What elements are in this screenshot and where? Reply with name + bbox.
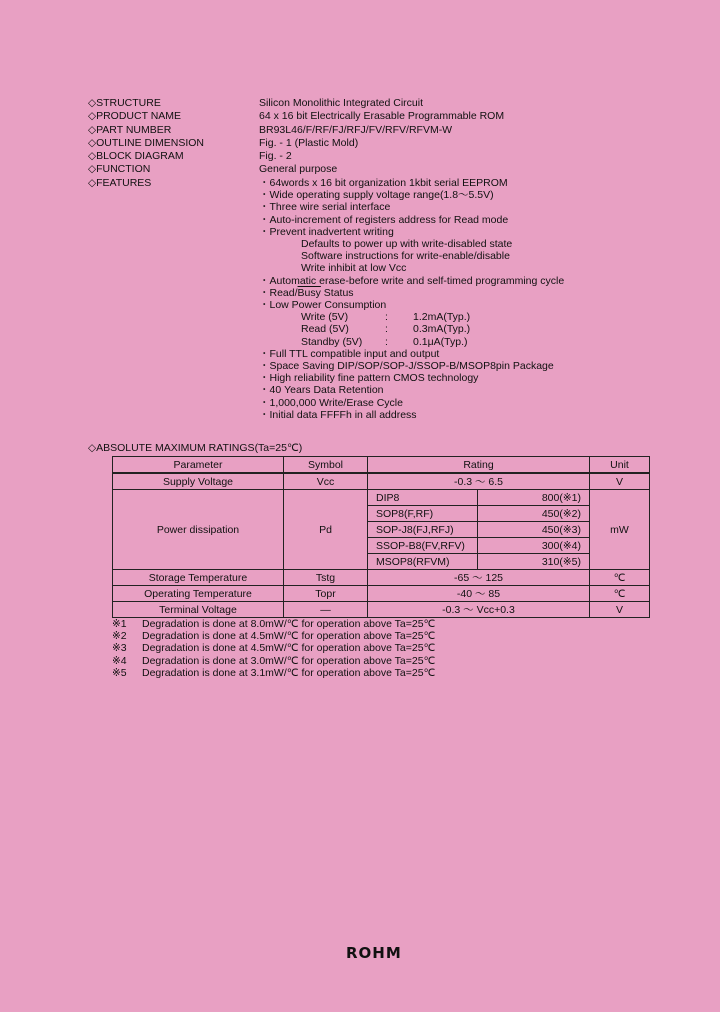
spec-label: ◇OUTLINE DIMENSION — [88, 136, 205, 149]
cell-symbol: — — [284, 602, 368, 618]
spec-label: ◇FUNCTION — [88, 163, 151, 176]
footnote — [112, 618, 435, 630]
amr-title: ◇ABSOLUTE MAXIMUM RATINGS(Ta=25℃) — [88, 442, 303, 454]
cell-package: SSOP-B8(FV,RFV) — [368, 538, 478, 554]
cell-symbol: Topr — [284, 586, 368, 602]
feature-subitem: Software instructions for write-enable/disable — [301, 250, 510, 263]
cell-parameter: Supply Voltage — [113, 473, 284, 490]
cell-rating: -40 ～ 85 — [368, 586, 590, 602]
feature-item: ・1,000,000 Write/Erase Cycle — [259, 396, 403, 409]
cell-parameter: Storage Temperature — [113, 570, 284, 586]
spec-row — [88, 110, 504, 123]
header-unit: Unit — [590, 457, 650, 474]
feature-item: ・Initial data FFFFh in all address — [259, 408, 417, 421]
feature-item: ・Auto-increment of registers address for Read mode — [259, 213, 509, 226]
header-rating: Rating — [368, 457, 590, 474]
feature-subitem: Write inhibit at low Vcc — [301, 262, 407, 275]
power-current: 0.3mA(Typ.) — [413, 323, 471, 336]
footnote — [112, 667, 435, 679]
spec-value: Fig. - 2 — [259, 150, 292, 163]
spec-label: ◇FEATURES — [88, 176, 152, 189]
cell-symbol: Tstg — [284, 570, 368, 586]
footnote-key: ※5 — [112, 666, 127, 679]
cell-unit: ℃ — [590, 586, 650, 602]
cell-unit: V — [590, 473, 650, 490]
table-row — [113, 490, 650, 506]
cell-pd-value: 450(※3) — [478, 522, 590, 538]
absolute-max-ratings-table — [112, 456, 650, 618]
cell-pd-value: 450(※2) — [478, 506, 590, 522]
spec-label: ◇STRUCTURE — [88, 97, 161, 109]
power-mode: Standby (5V) — [301, 335, 363, 348]
footnote — [112, 655, 435, 667]
table-row — [113, 473, 650, 490]
footnote-text: Degradation is done at 3.0mW/℃ for operation above Ta=25℃ — [142, 654, 436, 667]
cell-package: SOP8(F,RF) — [368, 506, 478, 522]
cell-rating: -65 ～ 125 — [368, 570, 590, 586]
footnote-key: ※2 — [112, 630, 127, 643]
power-mode: Read (5V) — [301, 323, 349, 336]
busy-overline-text: Busy — [297, 286, 321, 299]
footnote-key: ※3 — [112, 642, 127, 655]
feature-text: Status — [320, 286, 354, 299]
rohm-logo: ROHM — [346, 944, 402, 962]
power-colon: : — [385, 335, 388, 348]
power-row — [259, 311, 564, 323]
footnotes — [112, 618, 435, 679]
cell-unit: ℃ — [590, 570, 650, 586]
table-row — [113, 570, 650, 586]
footnote-key: ※4 — [112, 654, 127, 667]
table-header-row — [113, 457, 650, 474]
footnote-text: Degradation is done at 4.5mW/℃ for operation above Ta=25℃ — [142, 630, 436, 643]
power-colon: : — [385, 311, 388, 324]
footnote-text: Degradation is done at 4.5mW/℃ for operation above Ta=25℃ — [142, 642, 436, 655]
spec-row — [88, 137, 504, 150]
footnote — [112, 642, 435, 654]
cell-unit: V — [590, 602, 650, 618]
feature-item: ・Full TTL compatible input and output — [259, 347, 440, 360]
cell-unit: mW — [590, 490, 650, 570]
cell-pd-value: 310(※5) — [478, 554, 590, 570]
spec-label: ◇BLOCK DIAGRAM — [88, 150, 184, 163]
cell-rating: -0.3 ～ 6.5 — [368, 473, 590, 490]
spec-row — [88, 97, 504, 110]
cell-parameter: Operating Temperature — [113, 586, 284, 602]
spec-value: 64 x 16 bit Electrically Erasable Programmable ROM — [259, 110, 505, 123]
cell-parameter: Power dissipation — [113, 490, 284, 570]
feature-item: ・Automatic erase-before write and self-timed programming cycle — [259, 274, 565, 287]
cell-package: MSOP8(RFVM) — [368, 554, 478, 570]
feature-item — [259, 287, 564, 299]
power-colon: : — [385, 323, 388, 336]
cell-rating: -0.3 ～ Vcc+0.3 — [368, 602, 590, 618]
spec-row — [88, 150, 504, 163]
table-row — [113, 602, 650, 618]
table-row — [113, 586, 650, 602]
footnote-text: Degradation is done at 8.0mW/℃ for operation above Ta=25℃ — [142, 618, 436, 630]
feature-item: ・High reliability fine pattern CMOS technology — [259, 372, 479, 385]
feature-item: ・40 Years Data Retention — [259, 384, 384, 397]
cell-parameter: Terminal Voltage — [113, 602, 284, 618]
cell-pd-value: 300(※4) — [478, 538, 590, 554]
header-symbol: Symbol — [284, 457, 368, 474]
feature-item: ・Space Saving DIP/SOP/SOP-J/SSOP-B/MSOP8pin Package — [259, 360, 554, 373]
feature-item: ・64words x 16 bit organization 1kbit serial EEPROM — [259, 177, 508, 189]
cell-symbol: Pd — [284, 490, 368, 570]
spec-label: ◇PART NUMBER — [88, 123, 172, 136]
feature-item: ・Low Power Consumption — [259, 299, 387, 312]
spec-label: ◇PRODUCT NAME — [88, 110, 182, 123]
feature-item: ・Wide operating supply voltage range(1.8～5.5V) — [259, 189, 494, 202]
footnote-key: ※1 — [112, 618, 127, 630]
spec-value: Silicon Monolithic Integrated Circuit — [259, 97, 423, 109]
cell-pd-value: 800(※1) — [478, 490, 590, 506]
spec-value: BR93L46/F/RF/FJ/RFJ/FV/RFV/RFVM-W — [259, 123, 453, 136]
feature-item: ・Three wire serial interface — [259, 201, 391, 214]
spec-row — [88, 163, 504, 176]
footnote-text: Degradation is done at 3.1mW/℃ for operation above Ta=25℃ — [142, 666, 436, 679]
footnote — [112, 630, 435, 642]
power-row — [259, 323, 564, 335]
spec-value: General purpose — [259, 163, 338, 176]
features-list — [259, 177, 564, 421]
header-parameter: Parameter — [113, 457, 284, 474]
feature-item: ・Prevent inadvertent writing — [259, 225, 394, 238]
cell-package: SOP-J8(FJ,RFJ) — [368, 522, 478, 538]
feature-text: ・Read/ — [259, 286, 298, 299]
spec-row — [88, 124, 504, 137]
feature-subitem: Defaults to power up with write-disabled state — [301, 238, 513, 251]
power-row — [259, 336, 564, 348]
power-current: 1.2mA(Typ.) — [413, 311, 471, 324]
cell-package: DIP8 — [368, 490, 478, 506]
power-current: 0.1μA(Typ.) — [413, 335, 468, 348]
spec-value: Fig. - 1 (Plastic Mold) — [259, 136, 359, 149]
power-mode: Write (5V) — [301, 311, 349, 324]
cell-symbol: Vcc — [284, 473, 368, 490]
